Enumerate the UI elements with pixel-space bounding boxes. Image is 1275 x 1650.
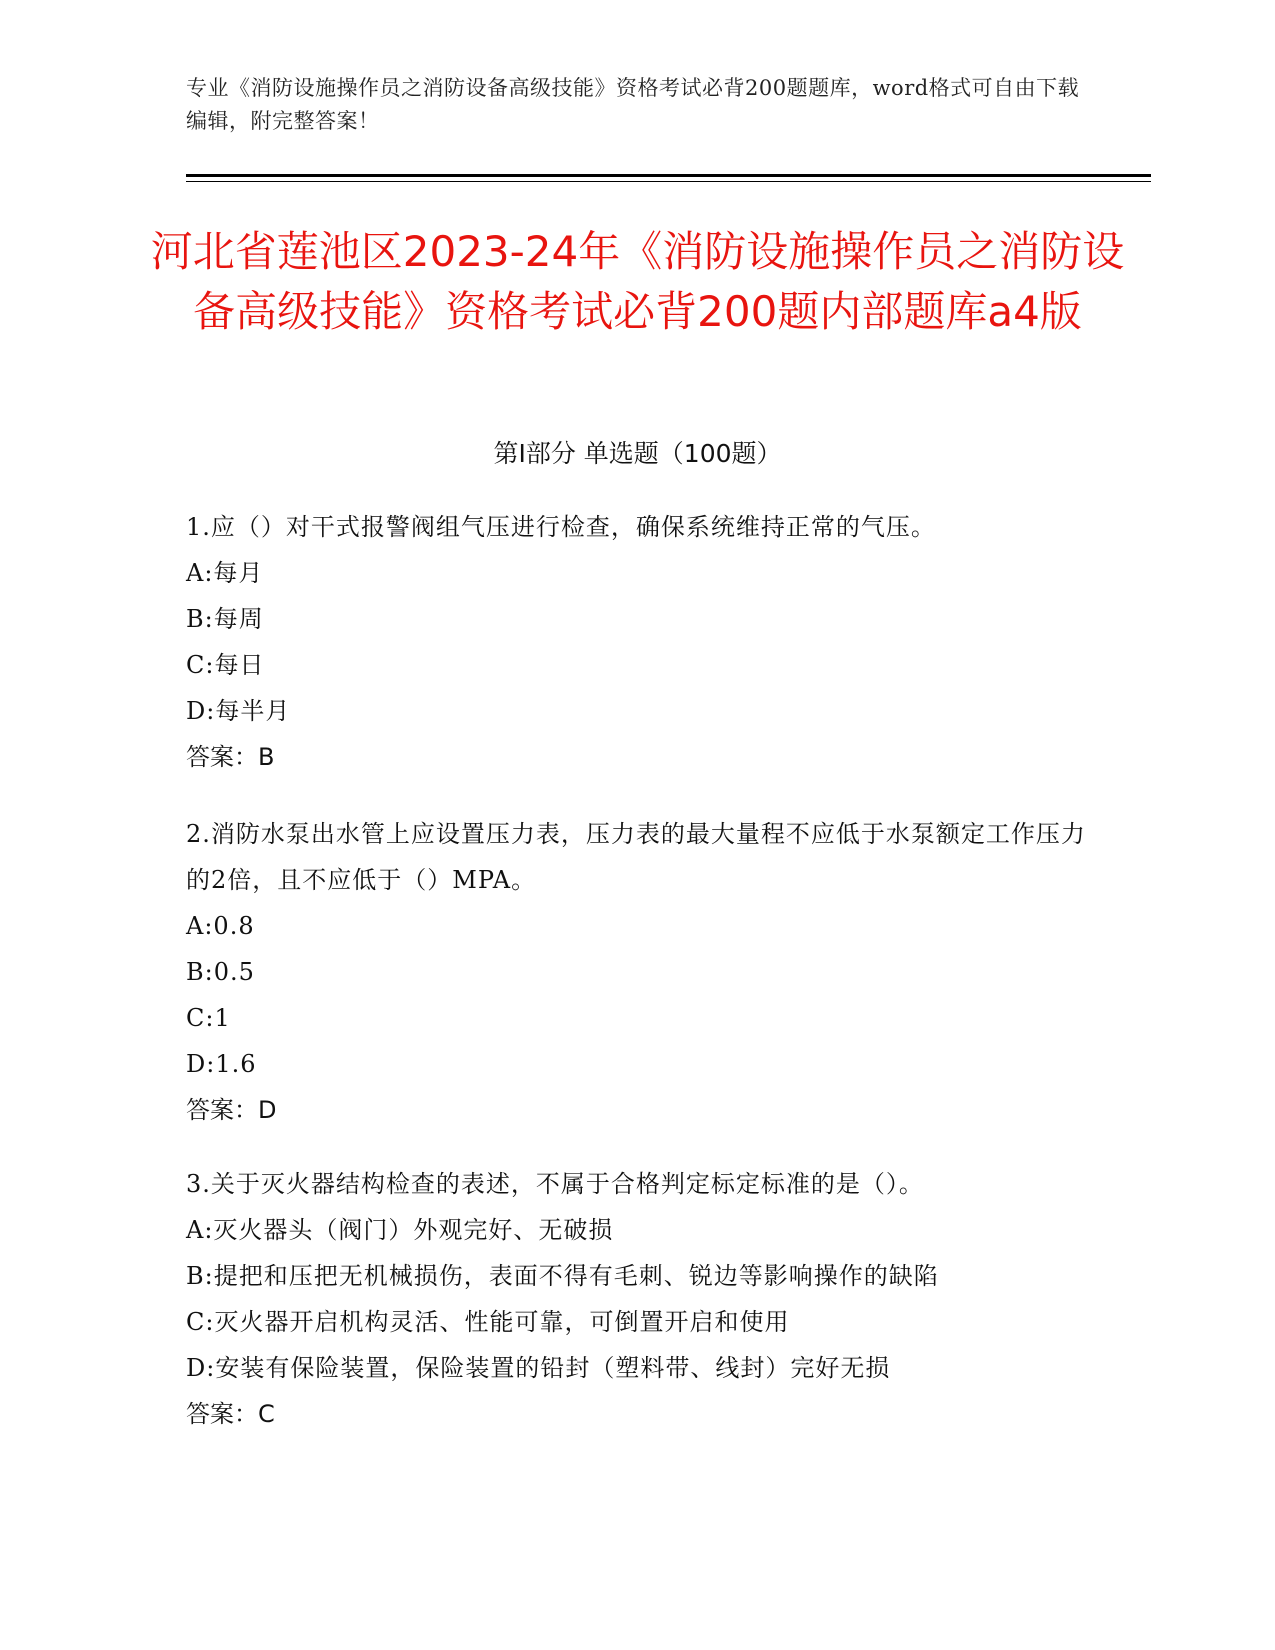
- document-title: 河北省莲池区2023-24年《消防设施操作员之消防设备高级技能》资格考试必背200题内部题库a4版: [150, 227, 1125, 336]
- answer: 答案：D: [186, 1096, 277, 1124]
- option-d: D:安装有保险装置，保险装置的铅封（塑料带、线封）完好无损: [186, 1354, 891, 1382]
- option-d: D:1.6: [186, 1050, 257, 1078]
- option-d: D:每半月: [186, 697, 291, 725]
- option-b: B:提把和压把无机械损伤，表面不得有毛刺、锐边等影响操作的缺陷: [186, 1262, 939, 1290]
- header-rule-thick: [186, 174, 1151, 177]
- header-rule-thin: [186, 181, 1151, 182]
- question-2: [186, 811, 1086, 1133]
- option-a: A:灭火器头（阀门）外观完好、无破损: [186, 1216, 614, 1244]
- answer: 答案：C: [186, 1400, 275, 1428]
- option-b: B:每周: [186, 605, 264, 633]
- section-title: 第I部分 单选题（100题）: [493, 439, 782, 468]
- question-1: [186, 504, 1086, 780]
- question-stem: 2.消防水泵出水管上应设置压力表，压力表的最大量程不应低于水泵额定工作压力的2倍，且不应低于（）MPA。: [186, 820, 1086, 894]
- answer: 答案：B: [186, 743, 275, 771]
- option-b: B:0.5: [186, 958, 255, 986]
- question-stem: 3.关于灭火器结构检查的表述，不属于合格判定标定标准的是（）。: [186, 1170, 924, 1198]
- header-note: 专业《消防设施操作员之消防设备高级技能》资格考试必背200题题库，word格式可自由下载编辑，附完整答案！: [186, 76, 1080, 133]
- question-3: [186, 1161, 1146, 1437]
- option-a: A:每月: [186, 559, 264, 587]
- option-c: C:1: [186, 1004, 231, 1032]
- option-c: C:每日: [186, 651, 265, 679]
- option-a: A:0.8: [186, 912, 255, 940]
- option-c: C:灭火器开启机构灵活、性能可靠，可倒置开启和使用: [186, 1308, 790, 1336]
- question-stem: 1.应（）对干式报警阀组气压进行检查，确保系统维持正常的气压。: [186, 513, 936, 541]
